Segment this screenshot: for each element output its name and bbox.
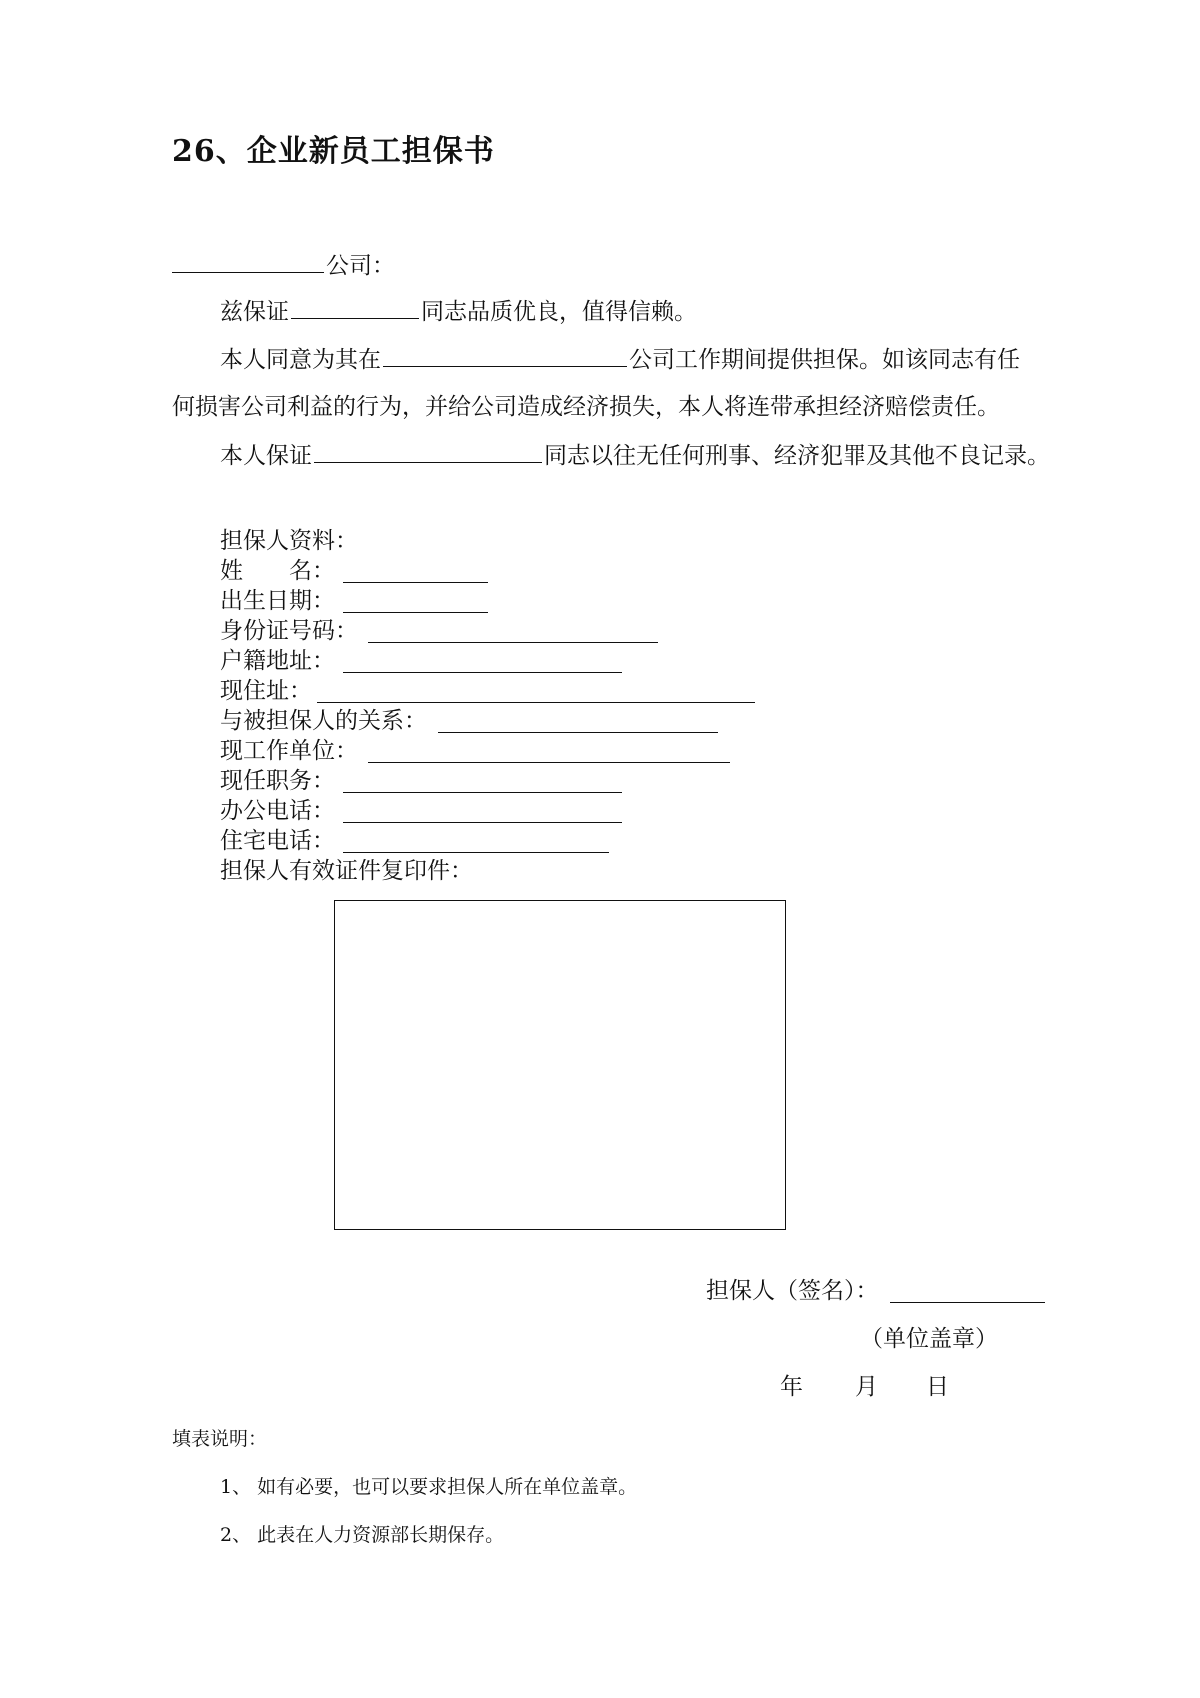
para1-prefix: 兹保证: [220, 299, 289, 325]
field-label-household-address: 户籍地址：: [220, 648, 335, 674]
date-day: 日: [926, 1374, 949, 1400]
seal-label: （单位盖章）: [860, 1326, 998, 1352]
field-line-birthdate[interactable]: [343, 612, 488, 613]
paragraph-1: [220, 296, 697, 327]
id-copy-box: [334, 900, 786, 1230]
employee-name-blank[interactable]: [291, 296, 419, 319]
date-month: 月: [855, 1374, 878, 1400]
field-label-birthdate: 出生日期：: [220, 588, 335, 614]
company-period-blank[interactable]: [383, 344, 627, 367]
id-copy-label: 担保人有效证件复印件：: [220, 858, 473, 884]
signer-label: 担保人（签名）：: [706, 1278, 879, 1304]
field-label-office-phone: 办公电话：: [220, 798, 335, 824]
field-label-relationship: 与被担保人的关系：: [220, 708, 427, 734]
page-title: 26、企业新员工担保书: [172, 134, 495, 169]
employee-record-blank[interactable]: [314, 440, 542, 463]
field-line-id-number[interactable]: [368, 642, 658, 643]
date-year: 年: [780, 1374, 803, 1400]
instructions-heading: 填表说明：: [172, 1428, 268, 1450]
field-label-position: 现任职务：: [220, 768, 335, 794]
field-label-id-number: 身份证号码：: [220, 618, 358, 644]
para3-suffix: 同志以往无任何刑事、经济犯罪及其他不良记录。: [544, 443, 1050, 469]
instruction-item-1: 1、 如有必要，也可以要求担保人所在单位盖章。: [220, 1476, 638, 1498]
para1-suffix: 同志品质优良，值得信赖。: [421, 299, 697, 325]
field-label-current-address: 现住址：: [220, 678, 312, 704]
salutation-suffix: 公司：: [326, 253, 395, 279]
field-line-household-address[interactable]: [343, 672, 622, 673]
field-line-employer[interactable]: [368, 762, 730, 763]
field-line-position[interactable]: [343, 792, 622, 793]
para2-prefix: 本人同意为其在: [220, 347, 381, 373]
para2-mid: 公司工作期间提供担保。如该同志有任: [629, 347, 1020, 373]
paragraph-2-line-1: [220, 344, 1020, 375]
guarantor-info-heading: 担保人资料：: [220, 528, 358, 554]
paragraph-2-line-2: 何损害公司利益的行为，并给公司造成经济损失，本人将连带承担经济赔偿责任。: [172, 394, 1000, 420]
field-line-home-phone[interactable]: [343, 852, 609, 853]
field-label-employer: 现工作单位：: [220, 738, 358, 764]
field-label-name: 姓 名：: [220, 558, 335, 584]
para3-prefix: 本人保证: [220, 443, 312, 469]
field-line-office-phone[interactable]: [343, 822, 622, 823]
paragraph-3: [220, 440, 1050, 471]
field-line-name[interactable]: [343, 582, 488, 583]
signer-line[interactable]: [890, 1302, 1045, 1303]
salutation: [172, 250, 395, 281]
field-line-current-address[interactable]: [317, 702, 755, 703]
field-line-relationship[interactable]: [438, 732, 718, 733]
company-name-blank[interactable]: [172, 250, 324, 273]
field-label-home-phone: 住宅电话：: [220, 828, 335, 854]
instruction-item-2: 2、 此表在人力资源部长期保存。: [220, 1524, 505, 1546]
